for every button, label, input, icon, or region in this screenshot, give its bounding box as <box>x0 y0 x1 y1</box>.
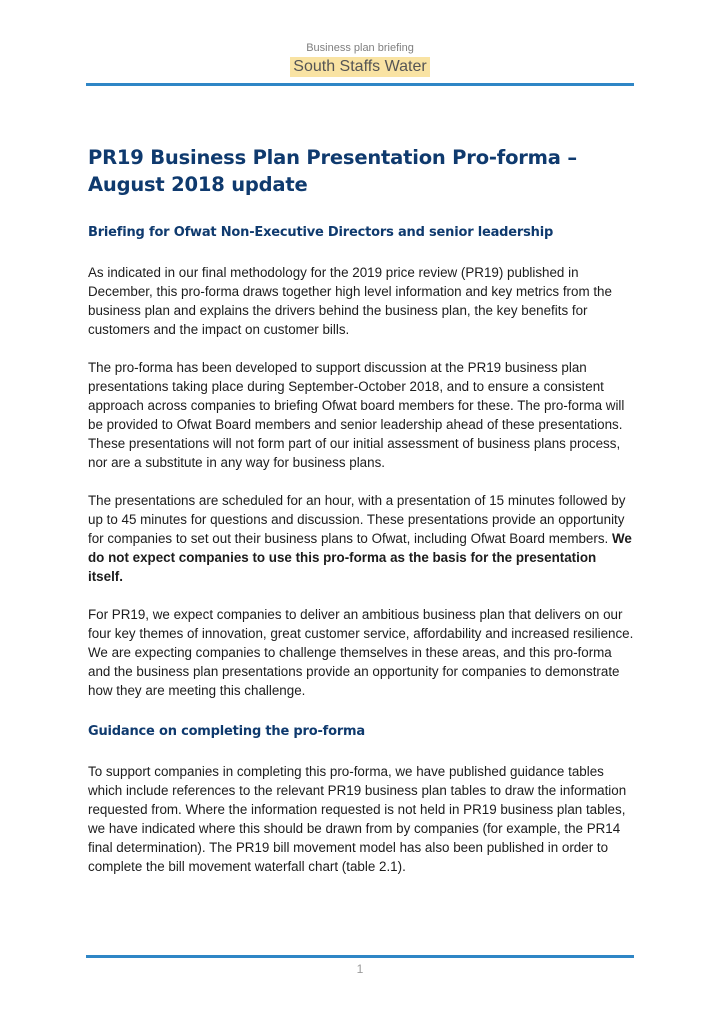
paragraph-presentations-text: The presentations are scheduled for an hour, with a presentation of 15 minutes followed by up to 45 minutes for questions and discussion. These presentations provide an opportunity for companies to set out their business plans to Ofwat, including Ofwat Board members. <box>88 493 626 546</box>
paragraph-intro: As indicated in our final methodology for the 2019 price review (PR19) published in December, this pro-forma draws together high level information and key metrics from the business plan and explains the drivers behind the business plan, the key benefits for customers and the impact on customer bills. <box>88 265 612 337</box>
guidance-heading: Guidance on completing the pro-forma <box>88 724 365 739</box>
document-title: PR19 Business Plan Presentation Pro-forma – August 2018 update <box>88 146 577 196</box>
paragraph-presentations-emphasis: We do not expect companies to use this pro-forma as the basis for the presentation itself. <box>88 531 632 584</box>
footer-rule <box>86 955 634 958</box>
header-organisation: South Staffs Water <box>290 57 429 77</box>
paragraph-guidance: To support companies in completing this pro-forma, we have published guidance tables which include references to the relevant PR19 business plan tables to draw the information requested from. Where the information requested is not held in PR19 business plan tables, we have indicated where this should be drawn from by companies (for example, the PR14 final determination). The PR19 bill movement model has also been published in order to complete the bill movement waterfall chart (table 2.1). <box>88 764 627 874</box>
document-body <box>88 144 634 876</box>
paragraph-presentations <box>88 491 634 586</box>
briefing-subheading: Briefing for Ofwat Non-Executive Directors and senior leadership <box>88 225 554 240</box>
page-number: 1 <box>356 962 364 976</box>
paragraph-themes: For PR19, we expect companies to deliver an ambitious business plan that delivers on our four key themes of innovation, great customer service, affordability and increased resilience. We are expecting companies to challenge themselves in these areas, and this pro-forma and the business plan presentations provide an opportunity for companies to demonstrate how they are meeting this challenge. <box>88 607 634 698</box>
header-subtitle: Business plan briefing <box>306 42 414 54</box>
paragraph-purpose: The pro-forma has been developed to support discussion at the PR19 business plan presentations taking place during September-October 2018, and to ensure a consistent approach across companies to briefing Ofwat board members for these. The pro-forma will be provided to Ofwat Board members and senior leadership ahead of these presentations. These presentations will not form part of our initial assessment of business plans process, nor are a substitute in any way for business plans. <box>88 360 625 470</box>
page-header <box>0 41 720 77</box>
header-rule <box>86 83 634 86</box>
